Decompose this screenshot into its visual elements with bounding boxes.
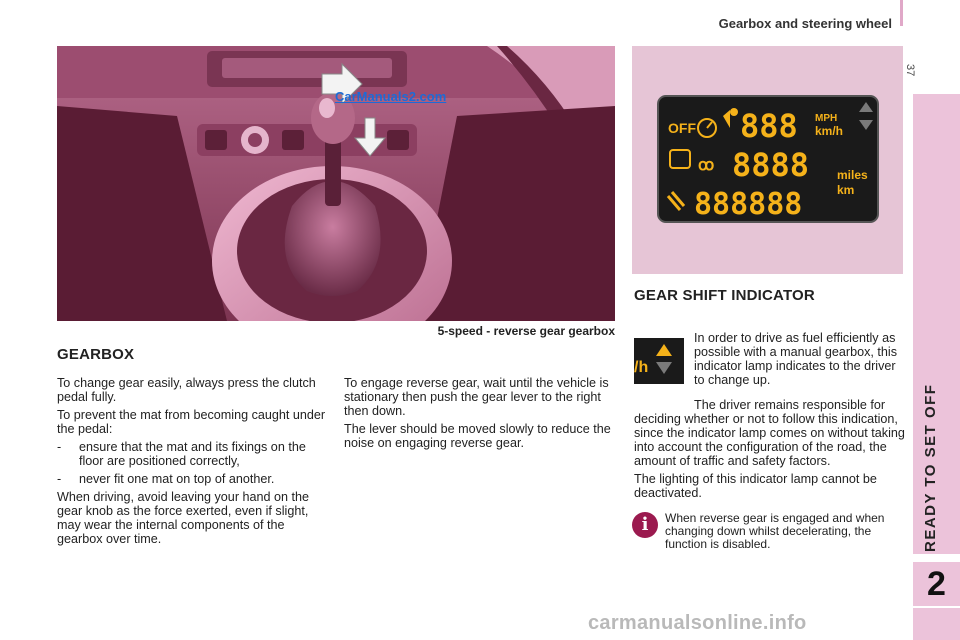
gear-shift-heading: GEAR SHIFT INDICATOR [634,287,815,304]
indicator-thumbnail [634,338,684,384]
gearbox-paragraph: To engage reverse gear, wait until the vehicle is stationary then push the gear lever to the right then down. [344,376,609,418]
list-item [57,472,332,486]
display-digits-row3: 888888 [694,187,803,222]
gearbox-right-column [344,376,616,454]
bullet-dash: - [57,472,62,486]
page-number: 37 [904,64,916,77]
gear-shift-paragraph: In order to drive as fuel efficiently as possible with a manual gearbox, this indicator lamp indicates to the driver to change up. [694,331,898,387]
photo-caption: 5-speed - reverse gear gearbox [437,324,615,338]
thumb-unit-label: /h [634,359,649,376]
gearbox-paragraph: To prevent the mat from becoming caught under the pedal: [57,408,326,436]
off-label: OFF [668,120,696,136]
gear-shift-paragraph: The lighting of this indicator lamp cannot be deactivated. [634,472,877,500]
page-header-title: Gearbox and steering wheel [718,16,892,31]
gearbox-paragraph: The lever should be moved slowly to reduce the noise on engaging reverse gear. [344,422,611,450]
display-digits-row1: 888 [740,107,798,145]
gear-shift-paragraph: The driver remains responsible for deciding whether or not to follow this indication, since the indicator lamp comes on without taking into account the configuration of the road, the amount of traffic and safety factors. [634,398,905,468]
miles-label: miles [837,168,868,182]
gearbox-illustration [57,46,615,321]
chapter-section-label: READY TO SET OFF [922,383,939,552]
chapter-number: 2 [913,562,960,606]
gear-shift-intro [694,331,906,389]
gearbox-photo [57,46,615,321]
instrument-display-illustration [632,46,903,274]
gearbox-paragraph: When driving, avoid leaving your hand on the gear knob as the force exerted, even if slight, may wear the internal components of the gearbox over time. [57,490,310,546]
list-item [57,440,332,468]
photo-watermark: CarManuals2.com [335,89,447,104]
gearbox-paragraph: To change gear easily, always press the clutch pedal fully. [57,376,316,404]
mph-label: MPH [815,113,838,124]
list-item-text: ensure that the mat and its fixings on the floor are positioned correctly, [79,440,306,468]
instrument-display-panel [632,46,903,274]
gearbox-heading: GEARBOX [57,346,135,363]
list-item-text: never fit one mat on top of another. [79,472,275,486]
display-digits-row2: 8888 [732,146,810,184]
header-divider [900,0,903,26]
trip-icon: ꝏ [698,157,715,174]
info-icon: i [632,512,658,538]
info-note: When reverse gear is engaged and when changing down whilst decelerating, the function is disabled. [665,511,885,551]
km-label: km [837,183,855,197]
kmh-label: km/h [815,124,844,138]
gear-shift-body [634,398,906,504]
footer-watermark: carmanualsonline.info [588,612,807,634]
bullet-dash: - [57,440,62,454]
gearbox-left-column [57,376,332,550]
chapter-tab-footer [913,608,960,640]
